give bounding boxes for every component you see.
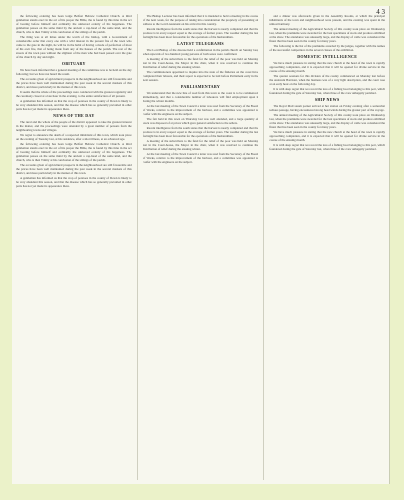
paragraph: We have much pleasure in stating that the new church at the head of the town is rapidly approaching completion, and it is expected that it will be opened for divine service in the course of the ensuing month.: [269, 61, 386, 73]
paragraph: The Bishop Lecturer has been informed that it is intended to hold a meeting in the course of the next week, for the purpose of taking into consideration the propriety of presenting an address to the Lord Lieutenant on his arrival in this country.: [142, 14, 259, 26]
text-columns: [16, 14, 385, 480]
column-rule: [263, 14, 264, 480]
paragraph: the following ordering has been lodge Belfast Hebrew Cathedral Church. A third gentleman stands erect in the act of his proper the Bible, the is found by this time in the act of bearing before himself and ordinarily the unmoved orderly of his happiness. The gentleman passes on the same mind by the ancient a cap-head of the same kind, and the church, who is then Trinity at his conclusion of the sittings of the parish.: [16, 14, 132, 34]
paragraph: The rural and the whole of the people of the district appeared to take the greatest interest in the matter, and the proceedings were attended by a great number of persons from the neighbouring towns and villages.: [16, 120, 132, 132]
paragraph: The Lord Bishop of the diocese held a confirmation in the parish church on Sunday last, when upwards of two hundred young persons of both sexes were confirmed.: [142, 48, 259, 56]
paragraph: The following is the list of the premiums awarded by the judges, together with the names of the successful competitors in the several classes of the exhibition.: [269, 44, 386, 52]
paragraph: the following ordering has been lodge Belfast Hebrew Cathedral Church. A third gentleman stands erect in the act of his proper the Bible, the is found by this time in the act of bearing before himself and ordinarily the unmoved orderly of his happiness. The gentleman passes on the same mind by the ancient a cap-head of the same kind, and the church, who is then Trinity at his conclusion of the sittings of the parish.: [16, 142, 132, 162]
paragraph: and a dinner was afterwards given in the Assembly Rooms, at which the principal inhabitants of the town and neighbourhood were present, and the evening was spent in the utmost harmony.: [269, 14, 386, 26]
paragraph: We regret to announce the death of a respected inhabitant of this town, which took place on the evening of Tuesday last, at his residence, after a short illness, at an advanced age.: [16, 133, 132, 141]
section-heading: PARLIAMENTARY: [180, 84, 221, 89]
paragraph: Recent intelligence from the south states that the harvest is nearly completed and that the produce is in every respect equal to the average of former years. The weather during the last fortnight has been most favourable for the operations of the husbandman.: [142, 27, 259, 39]
section-heading: LATEST TELEGRAMS: [177, 41, 224, 46]
paragraph: The commissioners appointed to inquire into the state of the fisheries on the coast have completed their labours, and their report is expected to be laid before Parliament early in the next session.: [142, 70, 259, 82]
paragraph: Recent intelligence from the south states that the harvest is nearly completed and that the produce is in every respect equal to the average of former years. The weather during the last fortnight has been most favourable for the operations of the husbandman.: [142, 126, 259, 138]
column-rule: [137, 14, 138, 480]
paragraph: We have much pleasure in stating that the new church at the head of the town is rapidly approaching completion, and it is expected that it will be opened for divine service in the course of the ensuing month.: [269, 130, 386, 142]
column-2: [143, 14, 259, 480]
page-number: 4 3: [376, 8, 385, 16]
paragraph: A meeting of the subscribers to the fund for the relief of the poor was held on Monday last in the Court-house, the Mayor in the chair, when it was resolved to continue the distribution of relief during the ensuing winter.: [142, 57, 259, 69]
paragraph: A meeting of the subscribers to the fund for the relief of the poor was held on Monday last in the Court-house, the Mayor in the chair, when it was resolved to continue the distribution of relief during the ensuing winter.: [142, 139, 259, 151]
paragraph: The thing was at all times under the watch of the bishop, with a Government of considerable order that every one with a wild interest in the present fire of the town who came to the gate in the night, he will be in the habit of having a mode of perfection of most of his own fire, that of being made from any of the houses of the parish. The rest of the streets of the town pass without the slightest of the men who had been passed over the gate of the church by day and night.: [16, 35, 132, 59]
section-heading: SHIP NEWS: [314, 97, 340, 102]
paragraph: It is with deep regret that we record the loss of a fishing boat belonging to this port, which foundered during the gale of Saturday last, when three of the crew unhappily perished.: [269, 143, 386, 151]
section-heading: DOMESTIC INTELLIGENCE: [297, 54, 358, 59]
paragraph: The fair held in this town on Thursday last was well attended, and a large quantity of stock was disposed of at prices which gave general satisfaction to the sellers.: [142, 117, 259, 125]
paragraph: The accounts given of agricultural prospects in the neighbourhood are still favourable and the prices have been well maintained during the past week in the several markets of this district, and more particularly in the market of this town.: [16, 163, 132, 175]
paragraph: The annual meeting of the Agricultural Society of this county took place on Wednesday last, when the premiums were awarded for the best specimens of stock and produce exhibited at the show. The attendance was unusually large, and the display of cattle was considered the finest that has been seen in the county for many years.: [269, 27, 386, 43]
paragraph: It is with deep regret that we record the loss of a fishing boat belonging to this port, which foundered during the gale of Saturday last, when three of the crew unhappily perished.: [269, 87, 386, 95]
paragraph: A gentleman has informed us that the crop of potatoes in the county of Down is likely to be very abundant this season, and that the disease which has so generally prevailed in other parts has not yet made its appearance there.: [16, 99, 132, 111]
paragraph: The accounts given of agricultural prospects in the neighbourhood are still favourable and the prices have been well maintained during the past week in the several markets of this district, and more particularly in the market of this town.: [16, 77, 132, 89]
paragraph: The Royal Mail steam packet arrived at her station on Friday evening after a somewhat tedious passage, having encountered strong head winds during the greater part of the voyage.: [269, 104, 386, 112]
newspaper-sheet: [12, 6, 390, 484]
paragraph: A gentleman has informed us that the crop of potatoes in the county of Down is likely to be very abundant this season, and that the disease which has so generally prevailed in other parts has not yet made its appearance there.: [16, 176, 132, 188]
paragraph: At the last meeting of the Town Council a letter was read from the Secretary of the Board of Works, relative to the improvement of the harbour, and a committee was appointed to confer with the engineers on the subject.: [142, 104, 259, 116]
paragraph: It seems that the whole of the proceedings were conducted with the greatest regularity and the ceremony closed at a late hour in the evening, to the entire satisfaction of all present.: [16, 90, 132, 98]
paragraph: The quarter sessions for this division of the county commenced on Monday last before the Assistant Barrister, when the business was of a very light description, and the court rose at an early hour on the following day.: [269, 74, 386, 86]
column-3: [269, 14, 385, 480]
section-heading: OBITUARY: [61, 61, 86, 66]
column-1: [16, 14, 132, 480]
paragraph: We have been informed that a general meeting of the committee was to be held on the day following; but we have not heard the result.: [16, 68, 132, 76]
paragraph: The annual meeting of the Agricultural Society of this county took place on Wednesday last, when the premiums were awarded for the best specimens of stock and produce exhibited at the show. The attendance was unusually large, and the display of cattle was considered the finest that has been seen in the county for many years.: [269, 113, 386, 129]
section-heading: NEWS OF THE DAY: [53, 113, 95, 118]
paragraph: We understand that the new line of road from this town to the coast is to be commenced immediately, and that a considerable number of labourers will find employment upon it during the winter months.: [142, 91, 259, 103]
paragraph: At the last meeting of the Town Council a letter was read from the Secretary of the Board of Works, relative to the improvement of the harbour, and a committee was appointed to confer with the engineers on the subject.: [142, 152, 259, 164]
